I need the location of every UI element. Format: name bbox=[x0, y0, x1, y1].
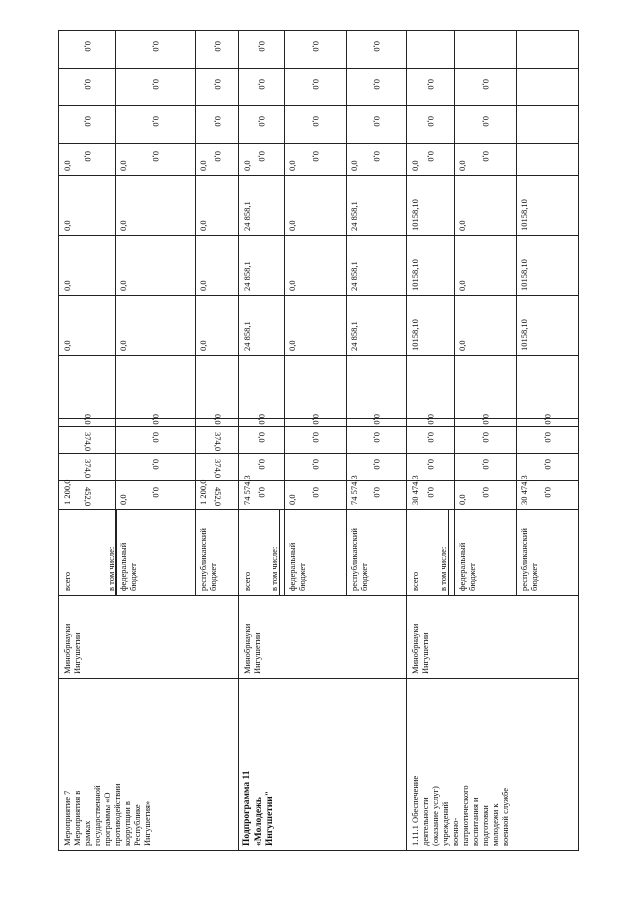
source-federal-label: федеральный бюджет bbox=[118, 542, 138, 591]
row-name: Мероприятие 7 Мероприятия в рамках государственной программы «О противодействии коррупции в Республике Ингушетия» bbox=[62, 783, 152, 846]
value-cell-c6: 24 858,1 bbox=[242, 321, 252, 351]
value-cell-c11: 0,0 bbox=[311, 116, 321, 127]
value-cell-c1: 30 474,3 bbox=[410, 475, 420, 505]
table-row-boundary bbox=[238, 30, 239, 850]
value-cell-c5: 0,0 bbox=[212, 414, 223, 425]
executor-name: Минобрнауки Ингушетии bbox=[62, 623, 82, 674]
value-cell-c10: 0,0 bbox=[426, 151, 436, 162]
value-cell-c6: 0,0 bbox=[198, 340, 208, 351]
table-row-boundary bbox=[58, 30, 59, 850]
value-cell-c4: 0,0 bbox=[257, 432, 267, 443]
value-cell-c1: 74 574,3 bbox=[242, 475, 252, 505]
value-cell-c7: 0,0 bbox=[118, 280, 128, 291]
value-cell-c5: 0,0 bbox=[82, 414, 93, 425]
value-cell-c13: 0,0 bbox=[372, 41, 382, 52]
value-cell-c12: 0,0 bbox=[82, 79, 93, 90]
column-separator bbox=[58, 453, 578, 454]
value-cell-c9: 0,0 bbox=[287, 160, 297, 171]
value-cell-c10: 0,0 bbox=[372, 151, 382, 162]
including-strip-line bbox=[116, 509, 117, 595]
value-cell-c1: 0,0 bbox=[457, 494, 467, 505]
value-cell-c7: 0,0 bbox=[457, 280, 467, 291]
value-cell-c3: 0,0 bbox=[372, 459, 382, 470]
sub-row-separator bbox=[454, 30, 455, 595]
value-cell-c11: 0,0 bbox=[212, 116, 223, 127]
value-cell-c5: 0,0 bbox=[372, 414, 382, 425]
column-separator bbox=[58, 68, 578, 69]
value-cell-c2: 452,0 bbox=[212, 487, 223, 507]
source-including-label: в том числе: bbox=[106, 546, 116, 591]
value-cell-c9: 0,0 bbox=[242, 160, 252, 171]
row-name: 1.11.1 Обеспечение деятельности (оказание услуг) учреждений военно- патриотического воспитания и подготовки молодежи к военной службе bbox=[410, 775, 510, 846]
value-cell-c12: 0,0 bbox=[212, 79, 223, 90]
sub-row-separator bbox=[284, 30, 285, 595]
value-cell-c12: 0,0 bbox=[481, 79, 491, 90]
table-row-boundary bbox=[406, 30, 407, 850]
row-name: Подпрограмма 11 «Молодежь Ингушетии" bbox=[242, 770, 275, 846]
value-cell-c8: 24 858,1 bbox=[349, 201, 359, 231]
value-cell-c4: 0,0 bbox=[481, 432, 491, 443]
value-cell-c12: 0,0 bbox=[426, 79, 436, 90]
value-cell-c8: 10158,10 bbox=[410, 199, 420, 231]
value-cell-c6: 24 858,1 bbox=[349, 321, 359, 351]
value-cell-c3: 0,0 bbox=[151, 459, 161, 470]
value-cell-c7: 0,0 bbox=[198, 280, 208, 291]
source-federal-label: федеральный бюджет bbox=[457, 542, 477, 591]
executor-name: Минобрнауки Ингушетии bbox=[242, 623, 262, 674]
value-cell-c5: 0,0 bbox=[543, 414, 553, 425]
column-separator bbox=[58, 295, 578, 296]
column-separator bbox=[58, 143, 578, 144]
value-cell-c9: 0,0 bbox=[118, 160, 128, 171]
value-cell-c7: 10158,10 bbox=[519, 259, 529, 291]
table-border-top bbox=[58, 30, 578, 31]
value-cell-c13: 0,0 bbox=[257, 41, 267, 52]
value-cell-c9: 0,0 bbox=[349, 160, 359, 171]
value-cell-c7: 0,0 bbox=[287, 280, 297, 291]
column-separator bbox=[58, 355, 578, 356]
value-cell-c13: 0,0 bbox=[212, 41, 223, 52]
value-cell-c4: 374,0 bbox=[212, 432, 223, 452]
source-total-label: всего bbox=[410, 571, 420, 591]
value-cell-c1: 1 200,0 bbox=[198, 479, 208, 505]
column-separator bbox=[58, 235, 578, 236]
value-cell-c2: 0,0 bbox=[257, 487, 267, 498]
sub-row-separator bbox=[195, 30, 196, 595]
source-federal-label: федеральный бюджет bbox=[287, 542, 307, 591]
value-cell-c7: 24 858,1 bbox=[242, 261, 252, 291]
value-cell-c2: 0,0 bbox=[481, 487, 491, 498]
sub-row-separator bbox=[346, 30, 347, 595]
source-republic-label: республиканский бюджет bbox=[519, 528, 539, 591]
value-cell-c6: 0,0 bbox=[62, 340, 72, 351]
column-separator bbox=[58, 175, 578, 176]
value-cell-c13: 0,0 bbox=[151, 41, 161, 52]
value-cell-c3: 0,0 bbox=[543, 459, 553, 470]
value-cell-c8: 10158,10 bbox=[519, 199, 529, 231]
value-cell-c2: 0,0 bbox=[372, 487, 382, 498]
value-cell-c2: 0,0 bbox=[426, 487, 436, 498]
value-cell-c5: 0,0 bbox=[311, 414, 321, 425]
value-cell-c1: 0,0 bbox=[118, 494, 128, 505]
value-cell-c5: 0,0 bbox=[426, 414, 436, 425]
value-cell-c12: 0,0 bbox=[257, 79, 267, 90]
value-cell-c8: 0,0 bbox=[198, 220, 208, 231]
value-cell-c8: 0,0 bbox=[62, 220, 72, 231]
value-cell-c7: 24 858,1 bbox=[349, 261, 359, 291]
value-cell-c7: 10158,10 bbox=[410, 259, 420, 291]
value-cell-c4: 0,0 bbox=[372, 432, 382, 443]
value-cell-c2: 0,0 bbox=[543, 487, 553, 498]
including-strip-line bbox=[279, 509, 280, 595]
value-cell-c7: 0,0 bbox=[62, 280, 72, 291]
source-total-label: всего bbox=[62, 571, 72, 591]
value-cell-c3: 0,0 bbox=[311, 459, 321, 470]
value-cell-c8: 24 858,1 bbox=[242, 201, 252, 231]
value-cell-c12: 0,0 bbox=[372, 79, 382, 90]
value-cell-c8: 0,0 bbox=[118, 220, 128, 231]
value-cell-c11: 0,0 bbox=[151, 116, 161, 127]
value-cell-c1: 0,0 bbox=[287, 494, 297, 505]
value-cell-c1: 1 200,0 bbox=[62, 479, 72, 505]
value-cell-c3: 374,0 bbox=[82, 459, 93, 479]
value-cell-c10: 0,0 bbox=[82, 151, 93, 162]
sub-row-separator bbox=[516, 30, 517, 595]
value-cell-c4: 0,0 bbox=[426, 432, 436, 443]
value-cell-c11: 0,0 bbox=[257, 116, 267, 127]
value-cell-c3: 0,0 bbox=[257, 459, 267, 470]
value-cell-c5: 0,0 bbox=[257, 414, 267, 425]
value-cell-c11: 0,0 bbox=[481, 116, 491, 127]
column-separator bbox=[58, 480, 578, 481]
value-cell-c5: 0,0 bbox=[151, 414, 161, 425]
table-border-bottom bbox=[58, 850, 579, 851]
column-separator bbox=[58, 595, 578, 596]
source-total-label: всего bbox=[242, 571, 252, 591]
value-cell-c8: 0,0 bbox=[287, 220, 297, 231]
value-cell-c9: 0,0 bbox=[62, 160, 72, 171]
value-cell-c2: 0,0 bbox=[311, 487, 321, 498]
value-cell-c8: 0,0 bbox=[457, 220, 467, 231]
value-cell-c4: 0,0 bbox=[311, 432, 321, 443]
value-cell-c2: 452,0 bbox=[82, 487, 93, 507]
source-republic-label: республиканский бюджет bbox=[198, 528, 218, 591]
value-cell-c10: 0,0 bbox=[212, 151, 223, 162]
source-republic-label: республиканский бюджет bbox=[349, 528, 369, 591]
value-cell-c10: 0,0 bbox=[311, 151, 321, 162]
value-cell-c1: 30 474,3 bbox=[519, 475, 529, 505]
value-cell-c13: 0,0 bbox=[82, 41, 93, 52]
value-cell-c11: 0,0 bbox=[372, 116, 382, 127]
value-cell-c3: 0,0 bbox=[481, 459, 491, 470]
value-cell-c3: 0,0 bbox=[426, 459, 436, 470]
column-separator bbox=[58, 105, 578, 106]
value-cell-c10: 0,0 bbox=[151, 151, 161, 162]
value-cell-c4: 0,0 bbox=[151, 432, 161, 443]
value-cell-c11: 0,0 bbox=[426, 116, 436, 127]
value-cell-c9: 0,0 bbox=[410, 160, 420, 171]
value-cell-c3: 374,0 bbox=[212, 459, 223, 479]
value-cell-c6: 0,0 bbox=[457, 340, 467, 351]
value-cell-c9: 0,0 bbox=[198, 160, 208, 171]
value-cell-c12: 0,0 bbox=[151, 79, 161, 90]
value-cell-c4: 0,0 bbox=[543, 432, 553, 443]
value-cell-c10: 0,0 bbox=[481, 151, 491, 162]
source-including-label: в том числе: bbox=[269, 546, 279, 591]
value-cell-c6: 0,0 bbox=[118, 340, 128, 351]
source-including-label: в том числе: bbox=[438, 546, 448, 591]
value-cell-c12: 0,0 bbox=[311, 79, 321, 90]
value-cell-c1: 74 574,3 bbox=[349, 475, 359, 505]
value-cell-c13: 0,0 bbox=[311, 41, 321, 52]
column-separator bbox=[58, 426, 578, 427]
value-cell-c2: 0,0 bbox=[151, 487, 161, 498]
value-cell-c11: 0,0 bbox=[82, 116, 93, 127]
column-separator bbox=[58, 678, 578, 679]
table-row-boundary bbox=[578, 30, 579, 850]
value-cell-c6: 0,0 bbox=[287, 340, 297, 351]
executor-name: Минобрнауки Ингушетии bbox=[410, 623, 430, 674]
value-cell-c6: 10158,10 bbox=[410, 319, 420, 351]
value-cell-c4: 374,0 bbox=[82, 432, 93, 452]
column-separator bbox=[58, 509, 578, 510]
value-cell-c9: 0,0 bbox=[457, 160, 467, 171]
value-cell-c5: 0,0 bbox=[481, 414, 491, 425]
value-cell-c10: 0,0 bbox=[257, 151, 267, 162]
including-strip-line bbox=[448, 509, 449, 595]
value-cell-c6: 10158,10 bbox=[519, 319, 529, 351]
